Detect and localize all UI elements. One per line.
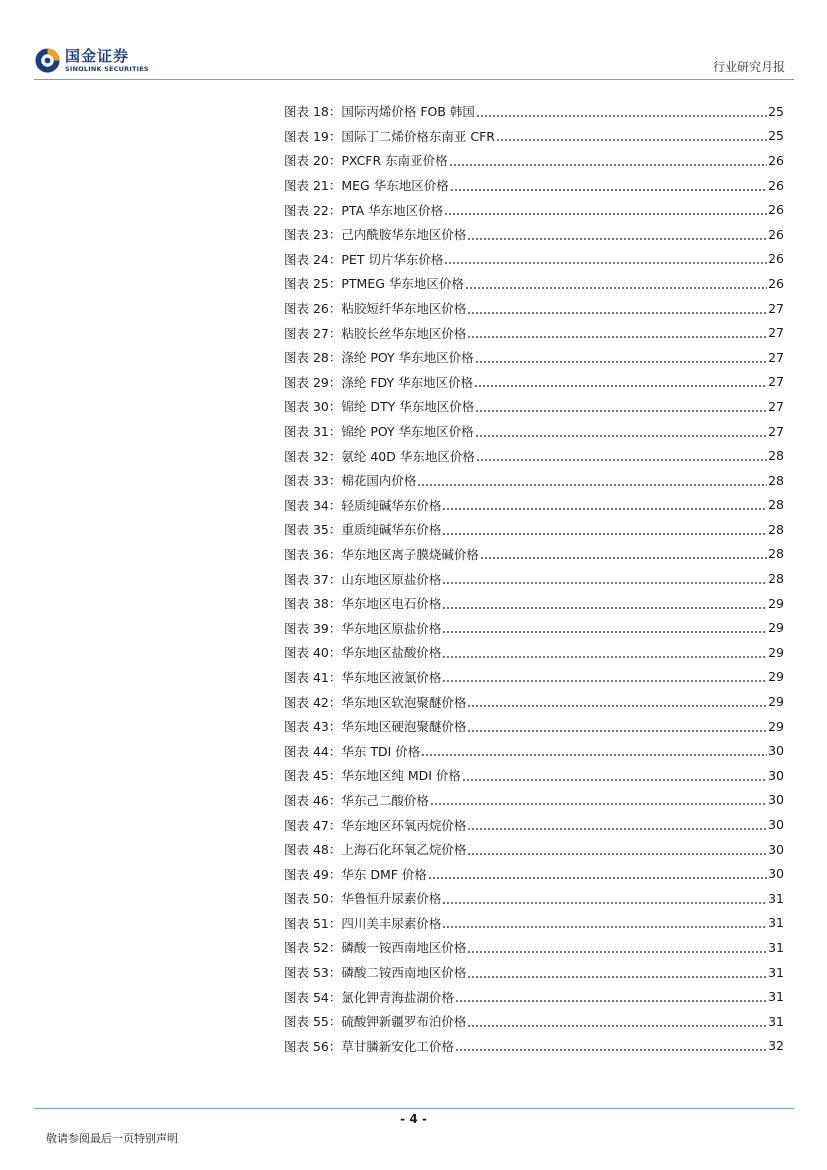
toc-entry-page: 26 [768, 226, 784, 242]
toc-entry-label: 图表 21：MEG 华东地区价格 [284, 178, 449, 194]
toc-entry-label: 图表 26：粘胶短纤华东地区价格 [284, 301, 467, 317]
toc-leader-dots [496, 138, 767, 142]
toc-entry-page: 31 [768, 964, 784, 980]
toc-entry-label: 图表 49：华东 DMF 价格 [284, 866, 427, 882]
toc-entry-label: 图表 36：华东地区离子膜烧碱价格 [284, 546, 479, 562]
toc-entry[interactable] [284, 763, 784, 788]
toc-leader-dots [442, 901, 767, 905]
toc-entry-page: 27 [768, 300, 784, 316]
header-divider [34, 79, 794, 80]
toc-entry-label: 图表 34：轻质纯碱华东价格 [284, 497, 442, 513]
toc-entry-label: 图表 32：氨纶 40D 华东地区价格 [284, 448, 475, 464]
toc-leader-dots [467, 852, 767, 856]
toc-leader-dots [428, 876, 767, 880]
toc-leader-dots [475, 360, 767, 364]
toc-leader-dots [476, 458, 767, 462]
toc-entry-label: 图表 30：锦纶 DTY 华东地区价格 [284, 399, 475, 415]
toc-entry-page: 30 [768, 817, 784, 833]
toc-leader-dots [467, 311, 767, 315]
toc-entry-label: 图表 45：华东地区纯 MDI 价格 [284, 768, 461, 784]
toc-entry-label: 图表 55：硫酸钾新疆罗布泊价格 [284, 1014, 467, 1030]
toc-entry-label: 图表 38：华东地区电石价格 [284, 596, 442, 612]
toc-leader-dots [480, 556, 767, 560]
toc-entry-page: 31 [768, 890, 784, 906]
toc-leader-dots [476, 114, 767, 118]
toc-entry-page: 30 [768, 866, 784, 882]
toc-entry[interactable] [284, 296, 784, 321]
toc-entry-page: 27 [768, 423, 784, 439]
toc-entry-page: 31 [768, 1013, 784, 1029]
footer-divider [34, 1108, 794, 1109]
toc-entry[interactable] [284, 861, 784, 886]
logo-chinese-name: 国金证券 [65, 46, 130, 65]
toc-entry[interactable] [284, 320, 784, 345]
toc-entry[interactable] [284, 345, 784, 370]
toc-entry-label: 图表 27：粘胶长丝华东地区价格 [284, 325, 467, 341]
toc-entry-label: 图表 53：磷酸二铵西南地区价格 [284, 965, 467, 981]
sinolink-logo-icon [34, 47, 61, 74]
toc-leader-dots [442, 606, 767, 610]
toc-entry[interactable] [284, 911, 784, 936]
toc-entry-label: 图表 41：华东地区液氯价格 [284, 669, 442, 685]
toc-entry-label: 图表 31：锦纶 POY 华东地区价格 [284, 424, 474, 440]
toc-entry-page: 26 [768, 275, 784, 291]
toc-leader-dots [442, 679, 767, 683]
toc-leader-dots [450, 188, 767, 192]
toc-entry[interactable] [284, 615, 784, 640]
toc-entry[interactable] [284, 222, 784, 247]
toc-entry[interactable] [284, 738, 784, 763]
toc-entry[interactable] [284, 1009, 784, 1034]
logo-english-name: SINOLINK SECURITIES [65, 64, 149, 73]
toc-leader-dots [444, 212, 767, 216]
toc-entry[interactable] [284, 886, 784, 911]
toc-entry-page: 27 [768, 325, 784, 341]
toc-entry-label: 图表 39：华东地区原盐价格 [284, 620, 442, 636]
toc-entry-page: 27 [768, 398, 784, 414]
toc-entry[interactable] [284, 714, 784, 739]
toc-entry[interactable] [284, 493, 784, 518]
page-header [0, 0, 827, 80]
toc-entry-page: 28 [768, 472, 784, 488]
toc-entry[interactable] [284, 640, 784, 665]
toc-leader-dots [442, 507, 767, 511]
toc-leader-dots [465, 286, 767, 290]
toc-entry[interactable] [284, 148, 784, 173]
toc-entry-page: 25 [768, 103, 784, 119]
toc-entry[interactable] [284, 566, 784, 591]
toc-entry-label: 图表 25：PTMEG 华东地区价格 [284, 276, 464, 292]
toc-leader-dots [442, 630, 767, 634]
toc-entry-label: 图表 19：国际丁二烯价格东南亚 CFR [284, 128, 495, 144]
toc-entry-page: 28 [768, 521, 784, 537]
toc-entry-page: 26 [768, 152, 784, 168]
toc-entry[interactable] [284, 1034, 784, 1059]
toc-leader-dots [455, 1048, 767, 1052]
toc-entry-label: 图表 24：PET 切片华东价格 [284, 251, 444, 267]
toc-entry-label: 图表 35：重质纯碱华东价格 [284, 522, 442, 538]
toc-leader-dots [442, 581, 767, 585]
toc-entry-page: 28 [768, 571, 784, 587]
toc-entry-label: 图表 37：山东地区原盐价格 [284, 571, 442, 587]
toc-entry-page: 29 [768, 718, 784, 734]
toc-entry[interactable] [284, 960, 784, 985]
toc-leader-dots [467, 335, 767, 339]
toc-entry[interactable] [284, 247, 784, 272]
toc-leader-dots [467, 827, 767, 831]
toc-leader-dots [462, 778, 767, 782]
toc-entry[interactable] [284, 812, 784, 837]
toc-entry-page: 26 [768, 177, 784, 193]
table-of-figures [284, 99, 784, 1058]
toc-leader-dots [467, 704, 767, 708]
toc-entry-page: 30 [768, 767, 784, 783]
toc-entry[interactable] [284, 370, 784, 395]
toc-leader-dots [421, 753, 767, 757]
toc-leader-dots [467, 975, 767, 979]
toc-entry-page: 29 [768, 694, 784, 710]
toc-entry-label: 图表 29：涤纶 FDY 华东地区价格 [284, 374, 474, 390]
page-number: - 4 - [400, 1112, 427, 1126]
toc-entry-label: 图表 56：草甘膦新安化工价格 [284, 1038, 454, 1054]
toc-entry-page: 28 [768, 546, 784, 562]
toc-leader-dots [442, 655, 767, 659]
toc-entry[interactable] [284, 517, 784, 542]
toc-entry[interactable] [284, 99, 784, 124]
toc-entry[interactable] [284, 689, 784, 714]
toc-entry[interactable] [284, 788, 784, 813]
report-type: 行业研究月报 [712, 60, 785, 74]
toc-entry[interactable] [284, 419, 784, 444]
toc-entry[interactable] [284, 173, 784, 198]
toc-entry[interactable] [284, 443, 784, 468]
toc-entry-label: 图表 52：磷酸一铵西南地区价格 [284, 940, 467, 956]
toc-leader-dots [474, 384, 767, 388]
toc-entry-label: 图表 43：华东地区硬泡聚醚价格 [284, 719, 467, 735]
toc-entry[interactable] [284, 468, 784, 493]
toc-entry[interactable] [284, 935, 784, 960]
toc-entry-label: 图表 28：涤纶 POY 华东地区价格 [284, 350, 474, 366]
toc-entry-page: 29 [768, 595, 784, 611]
toc-leader-dots [417, 483, 767, 487]
toc-entry-page: 26 [768, 251, 784, 267]
toc-leader-dots [430, 802, 767, 806]
toc-entry-label: 图表 33：棉花国内价格 [284, 473, 417, 489]
toc-entry-page: 30 [768, 841, 784, 857]
toc-entry-label: 图表 50：华鲁恒升尿素价格 [284, 891, 442, 907]
toc-entry-page: 29 [768, 669, 784, 685]
toc-entry-page: 25 [768, 128, 784, 144]
toc-entry-page: 27 [768, 349, 784, 365]
toc-entry-page: 27 [768, 374, 784, 390]
toc-entry-page: 32 [768, 1038, 784, 1054]
toc-entry-label: 图表 51：四川美丰尿素价格 [284, 915, 442, 931]
toc-leader-dots [455, 999, 767, 1003]
toc-entry[interactable] [284, 124, 784, 149]
toc-leader-dots [442, 925, 767, 929]
toc-entry[interactable] [284, 197, 784, 222]
toc-entry-label: 图表 54：氯化钾青海盐湖价格 [284, 989, 454, 1005]
toc-entry[interactable] [284, 984, 784, 1009]
toc-leader-dots [467, 729, 767, 733]
toc-entry-page: 29 [768, 644, 784, 660]
toc-leader-dots [442, 532, 767, 536]
footer-disclaimer: 敬请参阅最后一页特别声明 [46, 1132, 178, 1145]
toc-leader-dots [467, 237, 767, 241]
toc-entry[interactable] [284, 271, 784, 296]
toc-entry-label: 图表 18：国际丙烯价格 FOB 韩国 [284, 104, 475, 120]
toc-leader-dots [449, 163, 767, 167]
toc-entry-page: 30 [768, 743, 784, 759]
toc-entry-label: 图表 47：华东地区环氧丙烷价格 [284, 817, 467, 833]
toc-entry[interactable] [284, 542, 784, 567]
toc-entry[interactable] [284, 591, 784, 616]
toc-leader-dots [444, 261, 767, 265]
toc-entry-page: 28 [768, 497, 784, 513]
toc-entry-page: 30 [768, 792, 784, 808]
toc-entry[interactable] [284, 665, 784, 690]
toc-leader-dots [475, 409, 767, 413]
toc-entry-label: 图表 46：华东己二酸价格 [284, 792, 429, 808]
toc-entry[interactable] [284, 394, 784, 419]
toc-leader-dots [475, 434, 767, 438]
toc-entry-label: 图表 40：华东地区盐酸价格 [284, 645, 442, 661]
toc-leader-dots [467, 950, 767, 954]
company-logo [34, 44, 149, 76]
toc-entry[interactable] [284, 837, 784, 862]
toc-entry-label: 图表 20：PXCFR 东南亚价格 [284, 153, 448, 169]
toc-entry-label: 图表 42：华东地区软泡聚醚价格 [284, 694, 467, 710]
toc-entry-page: 26 [768, 202, 784, 218]
toc-leader-dots [467, 1024, 767, 1028]
toc-entry-label: 图表 48：上海石化环氧乙烷价格 [284, 842, 467, 858]
toc-entry-label: 图表 23：己内酰胺华东地区价格 [284, 227, 467, 243]
toc-entry-page: 31 [768, 939, 784, 955]
toc-entry-label: 图表 22：PTA 华东地区价格 [284, 202, 444, 218]
toc-entry-page: 31 [768, 989, 784, 1005]
toc-entry-page: 29 [768, 620, 784, 636]
toc-entry-page: 28 [768, 448, 784, 464]
toc-entry-page: 31 [768, 915, 784, 931]
toc-entry-label: 图表 44：华东 TDI 价格 [284, 743, 421, 759]
